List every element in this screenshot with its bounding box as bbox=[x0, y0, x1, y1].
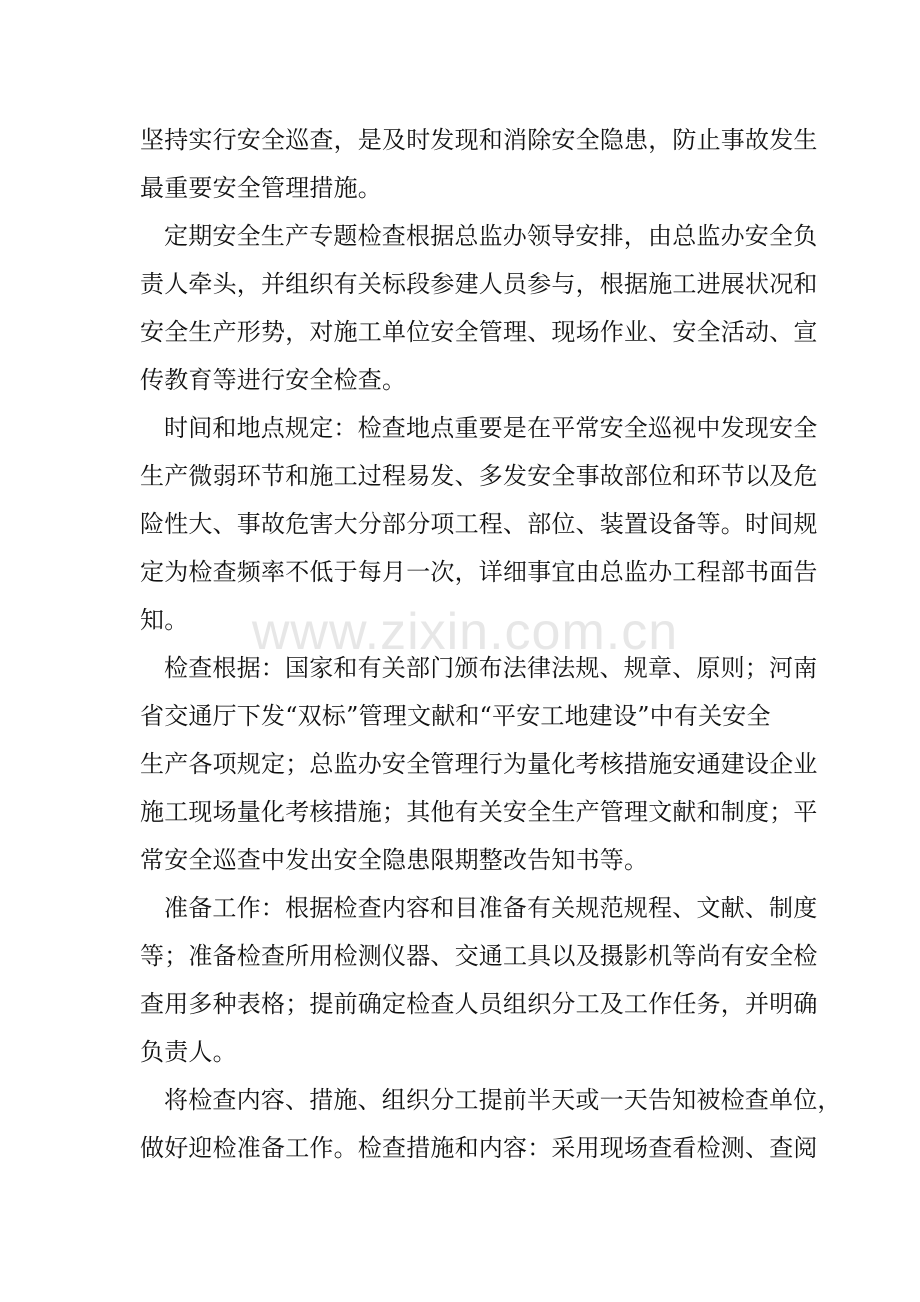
text-line: 生产各项规定；总监办安全管理行为量化考核措施安通建设企业 bbox=[140, 750, 818, 778]
text-line: 知。 bbox=[140, 606, 189, 634]
text-line: 准备工作：根据检查内容和目准备有关规范规程、文献、制度 bbox=[164, 894, 818, 922]
document-body bbox=[140, 116, 842, 1172]
text-line: 传教育等进行安全检查。 bbox=[140, 366, 407, 394]
text-line: 时间和地点规定：检查地点重要是在平常安全巡视中发现安全 bbox=[164, 414, 818, 442]
text-line: 坚持实行安全巡查，是及时发现和消除安全隐患，防止事故发生 bbox=[140, 126, 818, 154]
text-line: 将检查内容、措施、组织分工提前半天或一天告知被检查单位， bbox=[164, 1086, 842, 1114]
text-line: 检查根据：国家和有关部门颁布法律法规、规章、原则；河南 bbox=[164, 654, 818, 682]
text-line: 险性大、事故危害大分部分项工程、部位、装置设备等。时间规 bbox=[140, 510, 818, 538]
text-line: 最重要安全管理措施。 bbox=[140, 174, 382, 202]
text-line: 等；准备检查所用检测仪器、交通工具以及摄影机等尚有安全检 bbox=[140, 942, 818, 970]
watermark: www.zixin.com.cn bbox=[251, 603, 679, 661]
text-line: 省交通厅下发“双标”管理文献和“平安工地建设”中有关安全 bbox=[140, 702, 771, 730]
text-line: 常安全巡查中发出安全隐患限期整改告知书等。 bbox=[140, 846, 649, 874]
text-line: 查用多种表格；提前确定检查人员组织分工及工作任务，并明确 bbox=[140, 990, 818, 1018]
text-line: 责人牵头，并组织有关标段参建人员参与，根据施工进展状况和 bbox=[140, 270, 818, 298]
text-line: 安全生产形势，对施工单位安全管理、现场作业、安全活动、宣 bbox=[140, 318, 818, 346]
text-line: 施工现场量化考核措施；其他有关安全生产管理文献和制度；平 bbox=[140, 798, 818, 826]
text-line: 负责人。 bbox=[140, 1038, 237, 1066]
text-line: 定期安全生产专题检查根据总监办领导安排，由总监办安全负 bbox=[164, 222, 818, 250]
text-line: 做好迎检准备工作。检查措施和内容：采用现场查看检测、查阅 bbox=[140, 1134, 818, 1162]
text-line: 定为检查频率不低于每月一次，详细事宜由总监办工程部书面告 bbox=[140, 558, 818, 586]
text-line: 生产微弱环节和施工过程易发、多发安全事故部位和环节以及危 bbox=[140, 462, 818, 490]
